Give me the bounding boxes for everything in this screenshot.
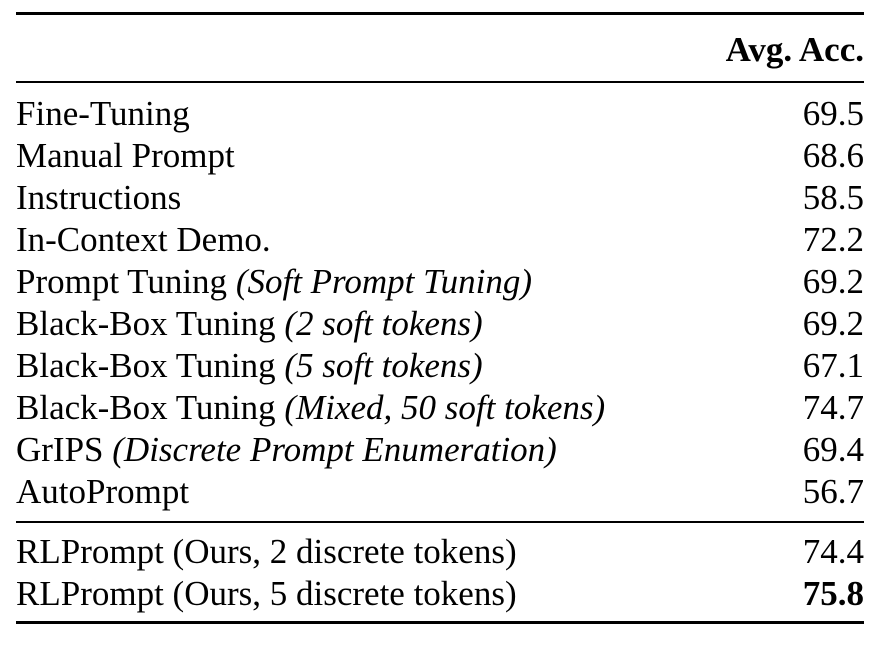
table-row [16,219,864,261]
avg-acc-cell: 56.7 [802,472,864,511]
table-row [16,303,864,345]
method-cell [16,471,703,522]
method-name: Instructions [16,178,182,217]
avg-acc-cell: 74.4 [802,532,864,571]
method-cell [16,83,703,135]
avg-acc-cell: 74.7 [802,388,864,427]
method-note: (Soft Prompt Tuning) [235,262,533,301]
method-name: Black-Box Tuning [16,346,276,385]
method-name: RLPrompt (Ours, 5 discrete tokens) [16,574,517,613]
method-name: GrIPS [16,430,104,469]
method-cell [16,387,703,429]
method-name: Prompt Tuning [16,262,228,301]
avg-acc-cell: 69.5 [802,94,864,133]
bottom-rule [16,623,864,625]
method-note: (Discrete Prompt Enumeration) [112,430,557,469]
avg-acc-cell: 68.6 [802,136,864,175]
method-name: In-Context Demo. [16,220,271,259]
table-row [16,345,864,387]
avg-acc-cell: 67.1 [802,346,864,385]
avg-acc-cell: 69.2 [802,304,864,343]
table-row [16,177,864,219]
method-cell [16,573,703,623]
method-name: Black-Box Tuning [16,388,276,427]
method-cell [16,523,703,573]
results-table [16,12,864,624]
avg-acc-cell: 69.4 [802,430,864,469]
method-cell [16,345,703,387]
method-note: (5 soft tokens) [284,346,483,385]
method-name: Manual Prompt [16,136,235,175]
method-name: RLPrompt (Ours, 2 discrete tokens) [16,532,517,571]
avg-acc-column-header: Avg. Acc. [725,30,864,69]
method-cell [16,135,703,177]
method-cell [16,303,703,345]
table-row [16,471,864,522]
table-row [16,387,864,429]
method-cell [16,429,703,471]
method-name: Black-Box Tuning [16,304,276,343]
method-note: (Mixed, 50 soft tokens) [284,388,606,427]
table-row [16,135,864,177]
method-cell [16,177,703,219]
table-row [16,573,864,623]
avg-acc-cell: 69.2 [802,262,864,301]
header-row [16,15,864,82]
method-name: Fine-Tuning [16,94,190,133]
table-row [16,429,864,471]
table-row [16,523,864,573]
avg-acc-cell: 72.2 [802,220,864,259]
method-column-header [16,15,703,82]
table-row [16,83,864,135]
avg-acc-cell: 58.5 [802,178,864,217]
method-note: (2 soft tokens) [284,304,483,343]
method-cell [16,261,703,303]
table-row [16,261,864,303]
method-name: AutoPrompt [16,472,190,511]
method-cell [16,219,703,261]
results-table-container [16,12,864,624]
best-avg-acc-cell: 75.8 [802,574,864,613]
